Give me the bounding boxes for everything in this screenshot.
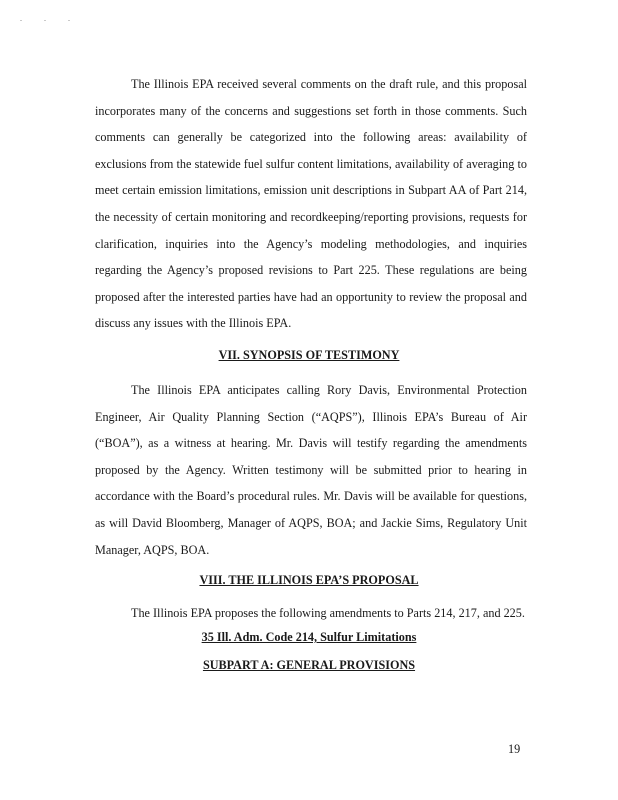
paragraph-proposal-intro: The Illinois EPA proposes the following amendments to Parts 214, 217, and 225. [131, 606, 525, 620]
heading-illinois-epa-proposal: VIII. THE ILLINOIS EPA’S PROPOSAL [199, 573, 419, 587]
scan-artifact: . . . [20, 14, 80, 23]
heading-part-214: 35 Ill. Adm. Code 214, Sulfur Limitations [201, 630, 417, 644]
page-number: 19 [508, 742, 521, 756]
heading-subpart-a: SUBPART A: GENERAL PROVISIONS [202, 658, 416, 672]
paragraph-testimony: The Illinois EPA anticipates calling Rory Davis, Environmental Protection Engineer, Air Quality Planning Section (“AQPS”), Illinois EPA’s Bureau of Air (“BOA”), as a witness at hearing. Mr. Davis will testify regarding the amendments proposed by the Agency. Written testimony will be submitted prior to hearing in accordance with the Board’s procedural rules. Mr. Davis will be available for questions, as will David Bloomberg, Manager of AQPS, BOA; and Jackie Sims, Regulatory Unit Manager, AQPS, BOA. [95, 383, 527, 557]
paragraph-comments: The Illinois EPA received several comments on the draft rule, and this proposal incorporates many of the concerns and suggestions set forth in those comments. Such comments can generally be categorized into the following areas: availability of exclusions from the statewide fuel sulfur content limitations, availability of averaging to meet certain emission limitations, emission unit descriptions in Subpart AA of Part 214, the necessity of certain monitoring and recordkeeping/reporting provisions, requests for clarification, inquiries into the Agency’s modeling methodologies, and inquiries regarding the Agency’s proposed revisions to Part 225. These regulations are being proposed after the interested parties have had an opportunity to review the proposal and discuss any issues with the Illinois EPA. [95, 77, 527, 331]
heading-synopsis-of-testimony: VII. SYNOPSIS OF TESTIMONY [218, 348, 400, 362]
